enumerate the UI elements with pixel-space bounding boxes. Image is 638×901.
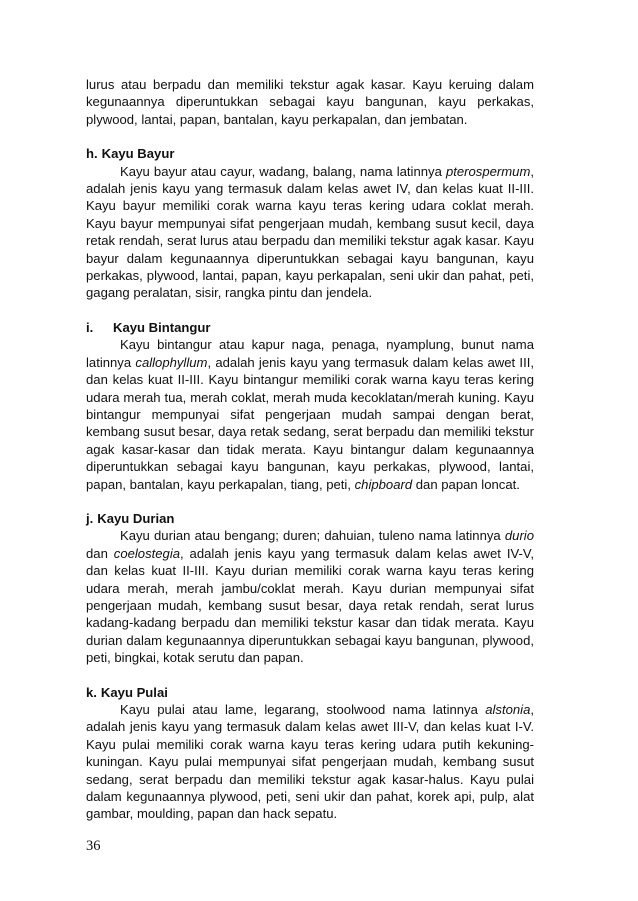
paragraph-text: , adalah jenis kayu yang termasuk dalam kelas awet III-V, dan kelas kuat I-V. Kayu pulai memiliki corak warna kayu teras kering udara putih kekuning-kuningan. Kayu pulai mempunyai sifat pengerjaan mudah, kembang susut sedang, serat berpadu dan memiliki tekstur agak kasar-halus. Kayu pulai dalam kegunaannya plywood, peti, seni ukir dan pahat, korek api, pulp, alat gambar, moulding, papan dan hack sepatu. xyxy=(86,702,534,822)
page-content xyxy=(86,76,534,840)
section-heading xyxy=(86,684,534,701)
section-letter: k. xyxy=(86,684,97,700)
section-kayu-pulai xyxy=(86,684,534,823)
section-letter: h. xyxy=(86,146,98,162)
paragraph-text: dan papan loncat. xyxy=(412,476,520,492)
paragraph-text: , adalah jenis kayu yang termasuk dalam kelas awet III, dan kelas kuat II-III. Kayu bintangur memiliki corak warna kayu teras kering udara merah tua, merah coklat, merah muda kecoklatan/merah kuning. Kayu bintangur mempunyai sifat pengerjaan mudah sampai dengan berat, kembang susut besar, daya retak sedang, serat berpadu dan memiliki tekstur agak kasar-kasar dan tidak merata. Kayu bintangur dalam kegunaannya diperuntukkan sebagai kayu bangunan, kayu perkakas, plywood, lantai, papan, bantalan, kayu perkapalan, tiang, peti, xyxy=(86,354,534,492)
latin-name: coelostegia xyxy=(113,545,181,561)
section-title: Kayu Pulai xyxy=(100,684,168,700)
section-paragraph xyxy=(86,701,534,823)
paragraph-text: , adalah jenis kayu yang termasuk dalam kelas awet IV, dan kelas kuat II-III. Kayu bayur memiliki corak warna kayu teras kering udara coklat merah. Kayu bayur mempunyai sifat pengerjaan mudah, kembang susut kecil, daya retak rendah, serat lurus atau berpadu dan memiliki tekstur agak kasar. Kayu bayur dalam kegunaannya diperuntukkan sebagai kayu bangunan, kayu perkakas, plywood, lantai, papan, kayu perkapalan, seni ukir dan pahat, peti, gagang peralatan, sisir, rangka pintu dan jendela. xyxy=(86,163,535,301)
latin-name: callophyllum xyxy=(135,354,208,370)
section-heading xyxy=(86,319,534,336)
latin-name: pterospermum xyxy=(445,163,531,179)
page-number: 36 xyxy=(86,838,101,854)
paragraph-text: Kayu pulai atau lame, legarang, stoolwood nama latinnya xyxy=(120,702,486,717)
paragraph-text: Kayu durian atau bengang; duren; dahuian, tuleno nama latinnya xyxy=(120,528,505,544)
section-paragraph xyxy=(86,163,534,302)
paragraph-text: Kayu bayur atau cayur, wadang, balang, nama latinnya xyxy=(120,163,442,179)
intro-paragraph: lurus atau berpadu dan memiliki tekstur agak kasar. Kayu keruing dalam kegunaannya diperuntukkan sebagai kayu bangunan, kayu perkakas, plywood, lantai, papan, bantalan, kayu perkapalan, dan jembatan. xyxy=(86,77,534,127)
paragraph-text: dan xyxy=(86,545,114,561)
section-title: Kayu Bintangur xyxy=(113,319,211,335)
latin-name: chipboard xyxy=(354,476,413,492)
section-kayu-durian xyxy=(86,510,534,667)
section-kayu-bintangur xyxy=(86,319,534,493)
paragraph-text: , adalah jenis kayu yang termasuk dalam kelas awet IV-V, dan kelas kuat II-III. Kayu durian memiliki corak warna kayu teras kering udara merah, merah jambu/coklat merah. Kayu durian mempunyai sifat pengerjaan mudah, kembang susut besar, daya retak rendah, serat lurus kadang-kadang berpadu dan memiliki tekstur kasar dan tidak merata. Kayu durian dalam kegunaannya diperuntukkan sebagai kayu bangunan, plywood, peti, bingkai, kotak serutu dan papan. xyxy=(86,545,535,666)
section-heading xyxy=(86,510,534,527)
section-title: Kayu Durian xyxy=(97,510,175,526)
section-letter: i. xyxy=(86,319,94,335)
latin-name: durio xyxy=(504,528,534,544)
section-letter: j. xyxy=(86,510,94,526)
section-heading xyxy=(86,145,534,162)
section-title: Kayu Bayur xyxy=(101,146,175,162)
section-paragraph xyxy=(86,527,534,666)
section-paragraph xyxy=(86,336,534,493)
section-kayu-bayur xyxy=(86,145,534,302)
paragraph-text: Kayu bintangur atau kapur naga, penaga, nyamplung, bunut nama latinnya xyxy=(86,337,534,370)
latin-name: alstonia xyxy=(485,702,531,717)
